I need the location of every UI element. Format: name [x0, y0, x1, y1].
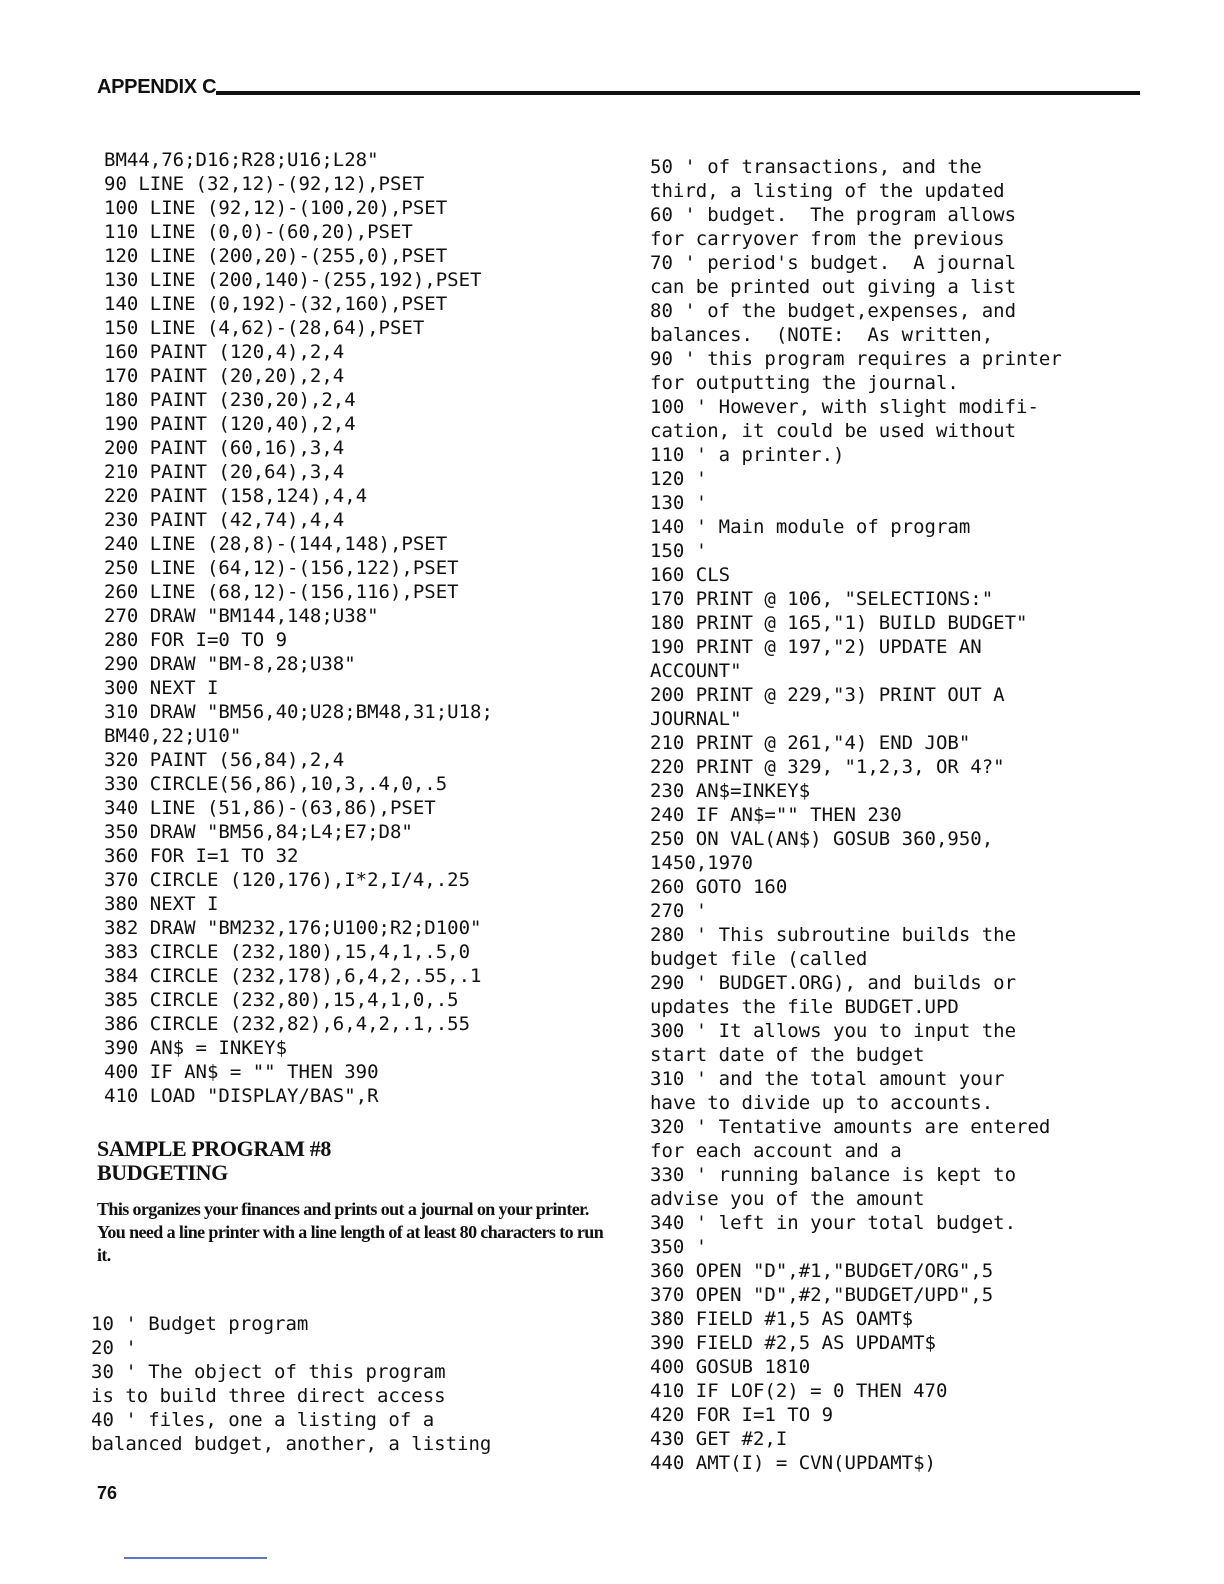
code-line: 320 PAINT (56,84),2,4: [104, 749, 345, 771]
code-listing-right: [650, 155, 1062, 1475]
code-line: 170 PAINT (20,20),2,4: [104, 365, 345, 387]
code-line: 100 LINE (92,12)-(100,20),PSET: [104, 197, 448, 219]
code-line: 390 FIELD #2,5 AS UPDAMT$: [650, 1332, 936, 1354]
code-line: 10 ' Budget program: [91, 1313, 309, 1335]
code-line: 110 ' a printer.): [650, 444, 845, 466]
code-line: 40 ' files, one a listing of a: [91, 1409, 435, 1431]
code-line: BM44,76;D16;R28;U16;L28": [104, 149, 379, 171]
code-line: 280 ' This subroutine builds the: [650, 924, 1017, 946]
code-line: 400 IF AN$ = "" THEN 390: [104, 1061, 379, 1083]
code-line: 330 CIRCLE(56,86),10,3,.4,0,.5: [104, 773, 448, 795]
code-line: 190 PAINT (120,40),2,4: [104, 413, 356, 435]
code-line: 310 ' and the total amount your: [650, 1068, 1005, 1090]
code-line: 190 PRINT @ 197,"2) UPDATE AN: [650, 636, 982, 658]
code-line: 240 LINE (28,8)-(144,148),PSET: [104, 533, 448, 555]
header-title: APPENDIX C: [97, 76, 217, 98]
code-line: 384 CIRCLE (232,178),6,4,2,.55,.1: [104, 965, 482, 987]
code-line: 90 LINE (32,12)-(92,12),PSET: [104, 173, 425, 195]
code-line: is to build three direct access: [91, 1385, 446, 1407]
code-line: 80 ' of the budget,expenses, and: [650, 300, 1017, 322]
code-listing-left-bottom: [91, 1312, 491, 1456]
code-line: 90 ' this program requires a printer: [650, 348, 1062, 370]
code-line: 420 FOR I=1 TO 9: [650, 1404, 834, 1426]
code-line: 50 ' of transactions, and the: [650, 156, 982, 178]
code-line: 230 AN$=INKEY$: [650, 780, 811, 802]
code-line: 250 LINE (64,12)-(156,122),PSET: [104, 557, 459, 579]
code-line: 140 LINE (0,192)-(32,160),PSET: [104, 293, 448, 315]
code-line: 383 CIRCLE (232,180),15,4,1,.5,0: [104, 941, 471, 963]
code-line: 200 PAINT (60,16),3,4: [104, 437, 345, 459]
code-line: 220 PRINT @ 329, "1,2,3, OR 4?": [650, 756, 1005, 778]
footer-rule: [124, 1557, 267, 1559]
code-line: 380 NEXT I: [104, 893, 219, 915]
code-line: for outputting the journal.: [650, 372, 959, 394]
code-line: 260 LINE (68,12)-(156,116),PSET: [104, 581, 459, 603]
code-line: 130 LINE (200,140)-(255,192),PSET: [104, 269, 482, 291]
code-line: balances. (NOTE: As written,: [650, 324, 994, 346]
code-line: 320 ' Tentative amounts are entered: [650, 1116, 1051, 1138]
code-line: 360 OPEN "D",#1,"BUDGET/ORG",5: [650, 1260, 994, 1282]
code-line: 20 ': [91, 1337, 137, 1359]
code-line: budget file (called: [650, 948, 868, 970]
code-line: 270 ': [650, 900, 708, 922]
code-line: 310 DRAW "BM56,40;U28;BM48,31;U18;: [104, 701, 493, 723]
code-listing-left: [104, 148, 493, 1108]
code-line: 140 ' Main module of program: [650, 516, 971, 538]
code-line: 410 LOAD "DISPLAY/BAS",R: [104, 1085, 379, 1107]
code-line: 110 LINE (0,0)-(60,20),PSET: [104, 221, 413, 243]
section-description: This organizes your finances and prints out a journal on your printer. You need a line printer with a line length of at least 80 characters to run it.: [97, 1199, 604, 1265]
code-line: 150 ': [650, 540, 708, 562]
code-line: 400 GOSUB 1810: [650, 1356, 811, 1378]
code-line: 360 FOR I=1 TO 32: [104, 845, 299, 867]
code-line: 386 CIRCLE (232,82),6,4,2,.1,.55: [104, 1013, 471, 1035]
code-line: 240 IF AN$="" THEN 230: [650, 804, 902, 826]
code-line: 120 ': [650, 468, 708, 490]
code-line: 300 NEXT I: [104, 677, 219, 699]
code-line: 160 CLS: [650, 564, 731, 586]
code-line: start date of the budget: [650, 1044, 925, 1066]
code-line: 330 ' running balance is kept to: [650, 1164, 1017, 1186]
code-line: 230 PAINT (42,74),4,4: [104, 509, 345, 531]
code-line: 250 ON VAL(AN$) GOSUB 360,950,: [650, 828, 994, 850]
code-line: 390 AN$ = INKEY$: [104, 1037, 288, 1059]
code-line: 70 ' period's budget. A journal: [650, 252, 1017, 274]
code-line: advise you of the amount: [650, 1188, 925, 1210]
code-line: 410 IF LOF(2) = 0 THEN 470: [650, 1380, 948, 1402]
code-line: 200 PRINT @ 229,"3) PRINT OUT A: [650, 684, 1005, 706]
code-line: ACCOUNT": [650, 660, 742, 682]
code-line: 290 ' BUDGET.ORG), and builds or: [650, 972, 1017, 994]
code-line: 270 DRAW "BM144,148;U38": [104, 605, 379, 627]
page-header: [97, 72, 1140, 98]
code-line: 340 LINE (51,86)-(63,86),PSET: [104, 797, 436, 819]
code-line: 350 DRAW "BM56,84;L4;E7;D8": [104, 821, 413, 843]
code-line: 280 FOR I=0 TO 9: [104, 629, 288, 651]
code-line: 180 PRINT @ 165,"1) BUILD BUDGET": [650, 612, 1028, 634]
code-line: 290 DRAW "BM-8,28;U38": [104, 653, 356, 675]
code-line: 380 FIELD #1,5 AS OAMT$: [650, 1308, 914, 1330]
section-title: [97, 1137, 331, 1185]
code-line: 220 PAINT (158,124),4,4: [104, 485, 368, 507]
code-line: balanced budget, another, a listing: [91, 1433, 492, 1455]
code-line: third, a listing of the updated: [650, 180, 1005, 202]
code-line: 260 GOTO 160: [650, 876, 788, 898]
code-line: JOURNAL": [650, 708, 742, 730]
section-title-line-1: SAMPLE PROGRAM #8: [97, 1136, 331, 1161]
code-line: updates the file BUDGET.UPD: [650, 996, 959, 1018]
code-line: for each account and a: [650, 1140, 902, 1162]
code-line: 440 AMT(I) = CVN(UPDAMT$): [650, 1452, 936, 1474]
code-line: can be printed out giving a list: [650, 276, 1017, 298]
code-line: 170 PRINT @ 106, "SELECTIONS:": [650, 588, 994, 610]
code-line: 370 CIRCLE (120,176),I*2,I/4,.25: [104, 869, 471, 891]
code-line: 350 ': [650, 1236, 708, 1258]
code-line: 60 ' budget. The program allows: [650, 204, 1017, 226]
section-title-line-2: BUDGETING: [97, 1160, 228, 1185]
code-line: 340 ' left in your total budget.: [650, 1212, 1017, 1234]
code-line: 382 DRAW "BM232,176;U100;R2;D100": [104, 917, 482, 939]
code-line: 100 ' However, with slight modifi-: [650, 396, 1039, 418]
code-line: 210 PAINT (20,64),3,4: [104, 461, 345, 483]
code-line: 30 ' The object of this program: [91, 1361, 446, 1383]
code-line: for carryover from the previous: [650, 228, 1005, 250]
code-line: 180 PAINT (230,20),2,4: [104, 389, 356, 411]
page-number: 76: [97, 1483, 118, 1503]
code-line: 150 LINE (4,62)-(28,64),PSET: [104, 317, 425, 339]
code-line: have to divide up to accounts.: [650, 1092, 994, 1114]
code-line: BM40,22;U10": [104, 725, 242, 747]
header-rule: [216, 91, 1140, 95]
code-line: 430 GET #2,I: [650, 1428, 788, 1450]
code-line: 1450,1970: [650, 852, 753, 874]
code-line: 120 LINE (200,20)-(255,0),PSET: [104, 245, 448, 267]
code-line: 385 CIRCLE (232,80),15,4,1,0,.5: [104, 989, 459, 1011]
code-line: 210 PRINT @ 261,"4) END JOB": [650, 732, 971, 754]
code-line: 370 OPEN "D",#2,"BUDGET/UPD",5: [650, 1284, 994, 1306]
code-line: 300 ' It allows you to input the: [650, 1020, 1017, 1042]
code-line: 160 PAINT (120,4),2,4: [104, 341, 345, 363]
code-line: 130 ': [650, 492, 708, 514]
code-line: cation, it could be used without: [650, 420, 1017, 442]
